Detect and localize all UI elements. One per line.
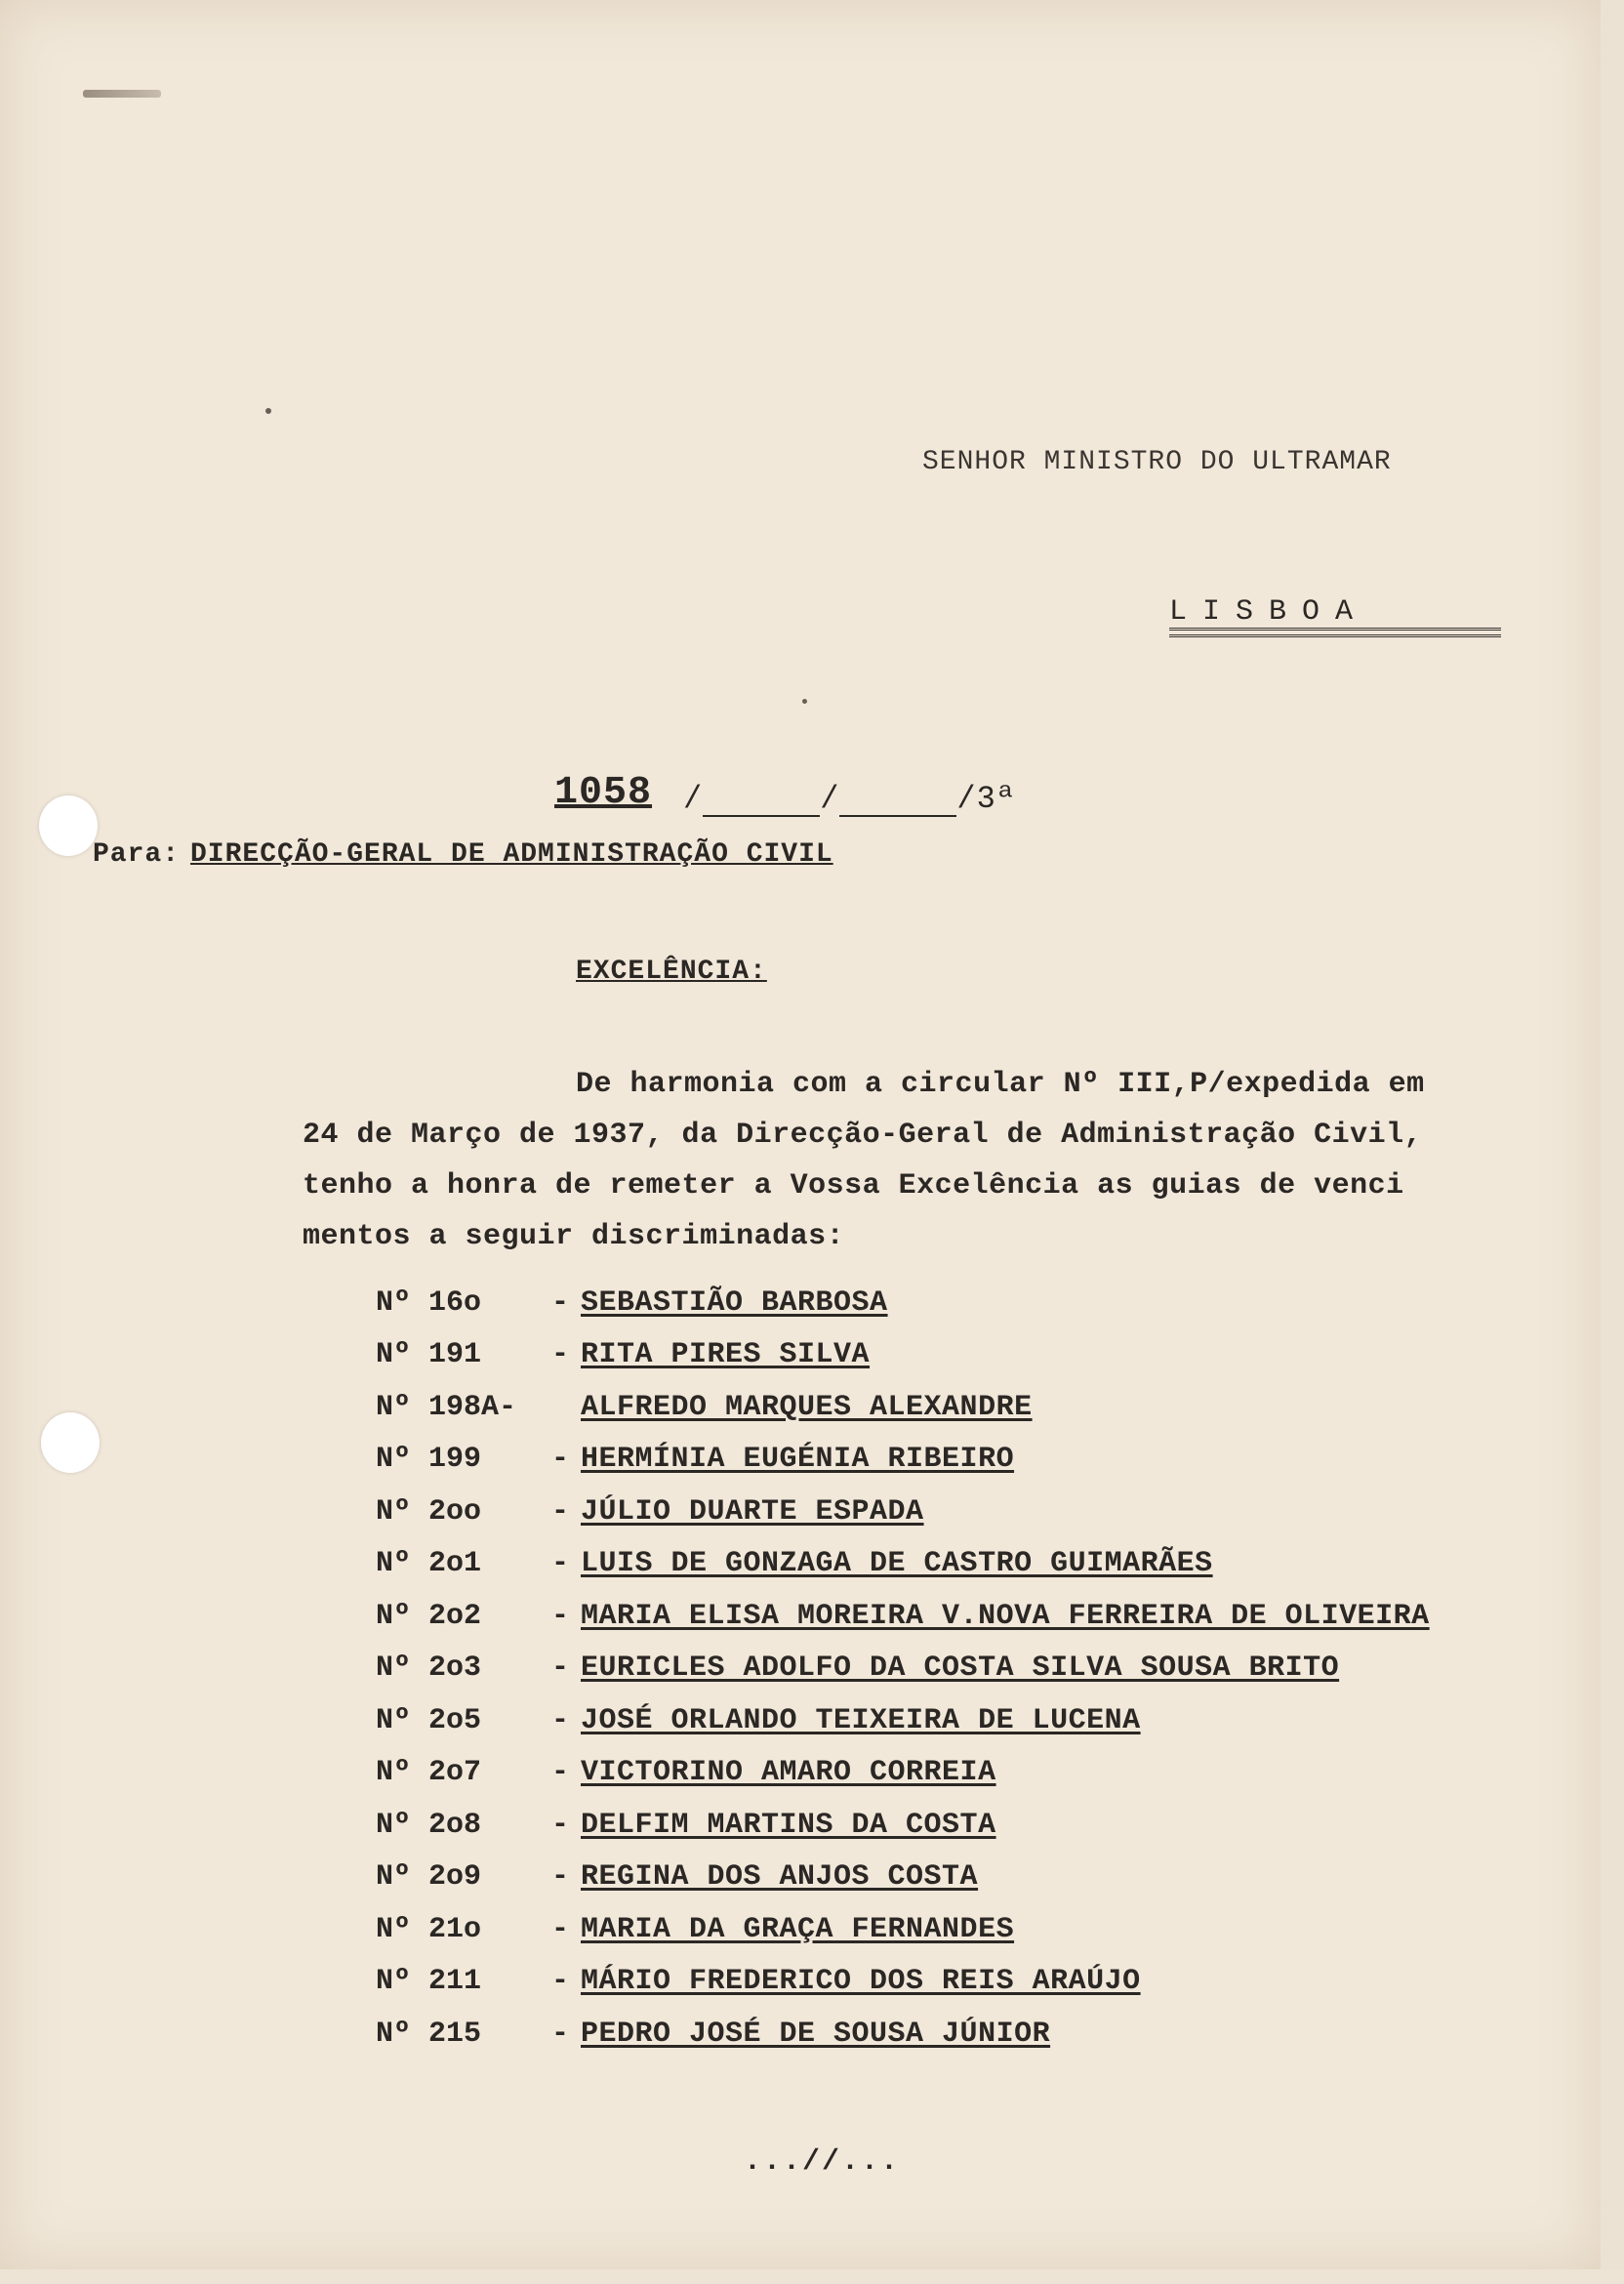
entry-name: LUIS DE GONZAGA DE CASTRO GUIMARÃES — [581, 1547, 1213, 1581]
paragraph-line: 24 de Março de 1937, da Direcção-Geral de Administração Civil, — [303, 1119, 1423, 1152]
body-paragraph — [303, 1059, 1493, 1262]
city: LISBOA — [1169, 595, 1369, 629]
list-item — [376, 1434, 1547, 1487]
entry-number: Nº 2o1 — [376, 1547, 482, 1581]
paper-bottom-edge — [0, 2269, 1624, 2284]
entry-number: Nº 2o3 — [376, 1652, 482, 1686]
recipient-label: Para: — [93, 839, 181, 870]
entry-dash: - — [551, 1494, 570, 1529]
entry-name: DELFIM MARTINS DA COSTA — [581, 1808, 996, 1842]
reference-suffix: /3ª — [956, 781, 1017, 817]
entry-number: Nº 2o5 — [376, 1703, 482, 1737]
entry-name: EURICLES ADOLFO DA COSTA SILVA SOUSA BRITO — [581, 1652, 1340, 1686]
addressee: SENHOR MINISTRO DO ULTRAMAR — [922, 447, 1392, 477]
entry-number: Nº 16o — [376, 1285, 482, 1320]
entry-dash: - — [551, 1965, 570, 1999]
entry-number: Nº 2o2 — [376, 1599, 482, 1633]
entry-number: Nº 2oo — [376, 1494, 482, 1529]
continuation-mark: ...//... — [744, 2145, 901, 2179]
entry-name: REGINA DOS ANJOS COSTA — [581, 1860, 979, 1895]
punch-hole — [41, 1412, 100, 1473]
list-item — [376, 1643, 1547, 1695]
entry-name: VICTORINO AMARO CORREIA — [581, 1756, 996, 1790]
entry-number: Nº 2o8 — [376, 1808, 482, 1842]
entry-name: RITA PIRES SILVA — [581, 1338, 871, 1372]
entry-dash: - — [551, 1652, 570, 1686]
entry-dash: - — [551, 1808, 570, 1842]
list-item — [376, 1277, 1547, 1329]
entry-number: Nº 199 — [376, 1443, 482, 1477]
entry-dash: - — [551, 1338, 570, 1372]
paper-edge — [1601, 0, 1624, 2284]
entry-number: Nº 2o9 — [376, 1860, 482, 1895]
entry-dash: - — [551, 1703, 570, 1737]
list-item — [376, 1538, 1547, 1591]
paragraph-line: tenho a honra de remeter a Vossa Excelência as guias de venci — [303, 1169, 1404, 1203]
list-item — [376, 1590, 1547, 1643]
reference-number: 1058 — [554, 771, 653, 815]
list-item — [376, 1852, 1547, 1904]
reference-blanks: / / /3ª — [683, 781, 1017, 817]
entry-dash: - — [551, 1912, 570, 1946]
entry-name: PEDRO JOSÉ DE SOUSA JÚNIOR — [581, 2017, 1051, 2051]
entry-dash: - — [551, 1443, 570, 1477]
entry-number: Nº 21o — [376, 1912, 482, 1946]
entry-number: Nº 215 — [376, 2017, 482, 2051]
entry-number: Nº 191 — [376, 1338, 482, 1372]
reference-blank — [703, 788, 820, 817]
paragraph-line: mentos a seguir discriminadas: — [303, 1220, 845, 1253]
entry-dash: - — [551, 1860, 570, 1895]
list-item — [376, 2008, 1547, 2060]
paper-speck — [265, 408, 271, 414]
entry-name: MARIA ELISA MOREIRA V.NOVA FERREIRA DE OLIVEIRA — [581, 1599, 1430, 1633]
list-item — [376, 1747, 1547, 1800]
staple-mark — [83, 90, 161, 98]
list-item — [376, 1694, 1547, 1747]
entry-dash: - — [551, 1547, 570, 1581]
list-item — [376, 1486, 1547, 1538]
paper-speck — [802, 699, 807, 704]
entry-name: MARIA DA GRAÇA FERNANDES — [581, 1912, 1015, 1946]
entry-dash: - — [551, 1285, 570, 1320]
entry-dash: - — [551, 2017, 570, 2051]
entry-name: HERMÍNIA EUGÉNIA RIBEIRO — [581, 1443, 1015, 1477]
entry-name: MÁRIO FREDERICO DOS REIS ARAÚJO — [581, 1965, 1141, 1999]
entry-name: ALFREDO MARQUES ALEXANDRE — [581, 1390, 1033, 1424]
list-item — [376, 1903, 1547, 1956]
list-item — [376, 1381, 1547, 1434]
salary-guide-list — [376, 1277, 1547, 2060]
list-item — [376, 1956, 1547, 2009]
recipient-department: DIRECÇÃO-GERAL DE ADMINISTRAÇÃO CIVIL — [190, 839, 833, 870]
paragraph-line: De harmonia com a circular Nº III,P/expedida em — [576, 1068, 1425, 1101]
list-item — [376, 1329, 1547, 1382]
entry-number: Nº 211 — [376, 1965, 482, 1999]
entry-dash: - — [551, 1756, 570, 1790]
entry-name: SEBASTIÃO BARBOSA — [581, 1285, 888, 1320]
entry-name: JOSÉ ORLANDO TEIXEIRA DE LUCENA — [581, 1703, 1141, 1737]
reference-blank — [839, 788, 956, 817]
punch-hole — [39, 795, 98, 856]
entry-number: Nº 2o7 — [376, 1756, 482, 1790]
salutation: EXCELÊNCIA: — [576, 957, 767, 987]
city-double-underline — [1169, 628, 1501, 637]
entry-number: Nº 198A- — [376, 1390, 517, 1424]
entry-name: JÚLIO DUARTE ESPADA — [581, 1494, 924, 1529]
entry-dash: - — [551, 1599, 570, 1633]
list-item — [376, 1799, 1547, 1852]
